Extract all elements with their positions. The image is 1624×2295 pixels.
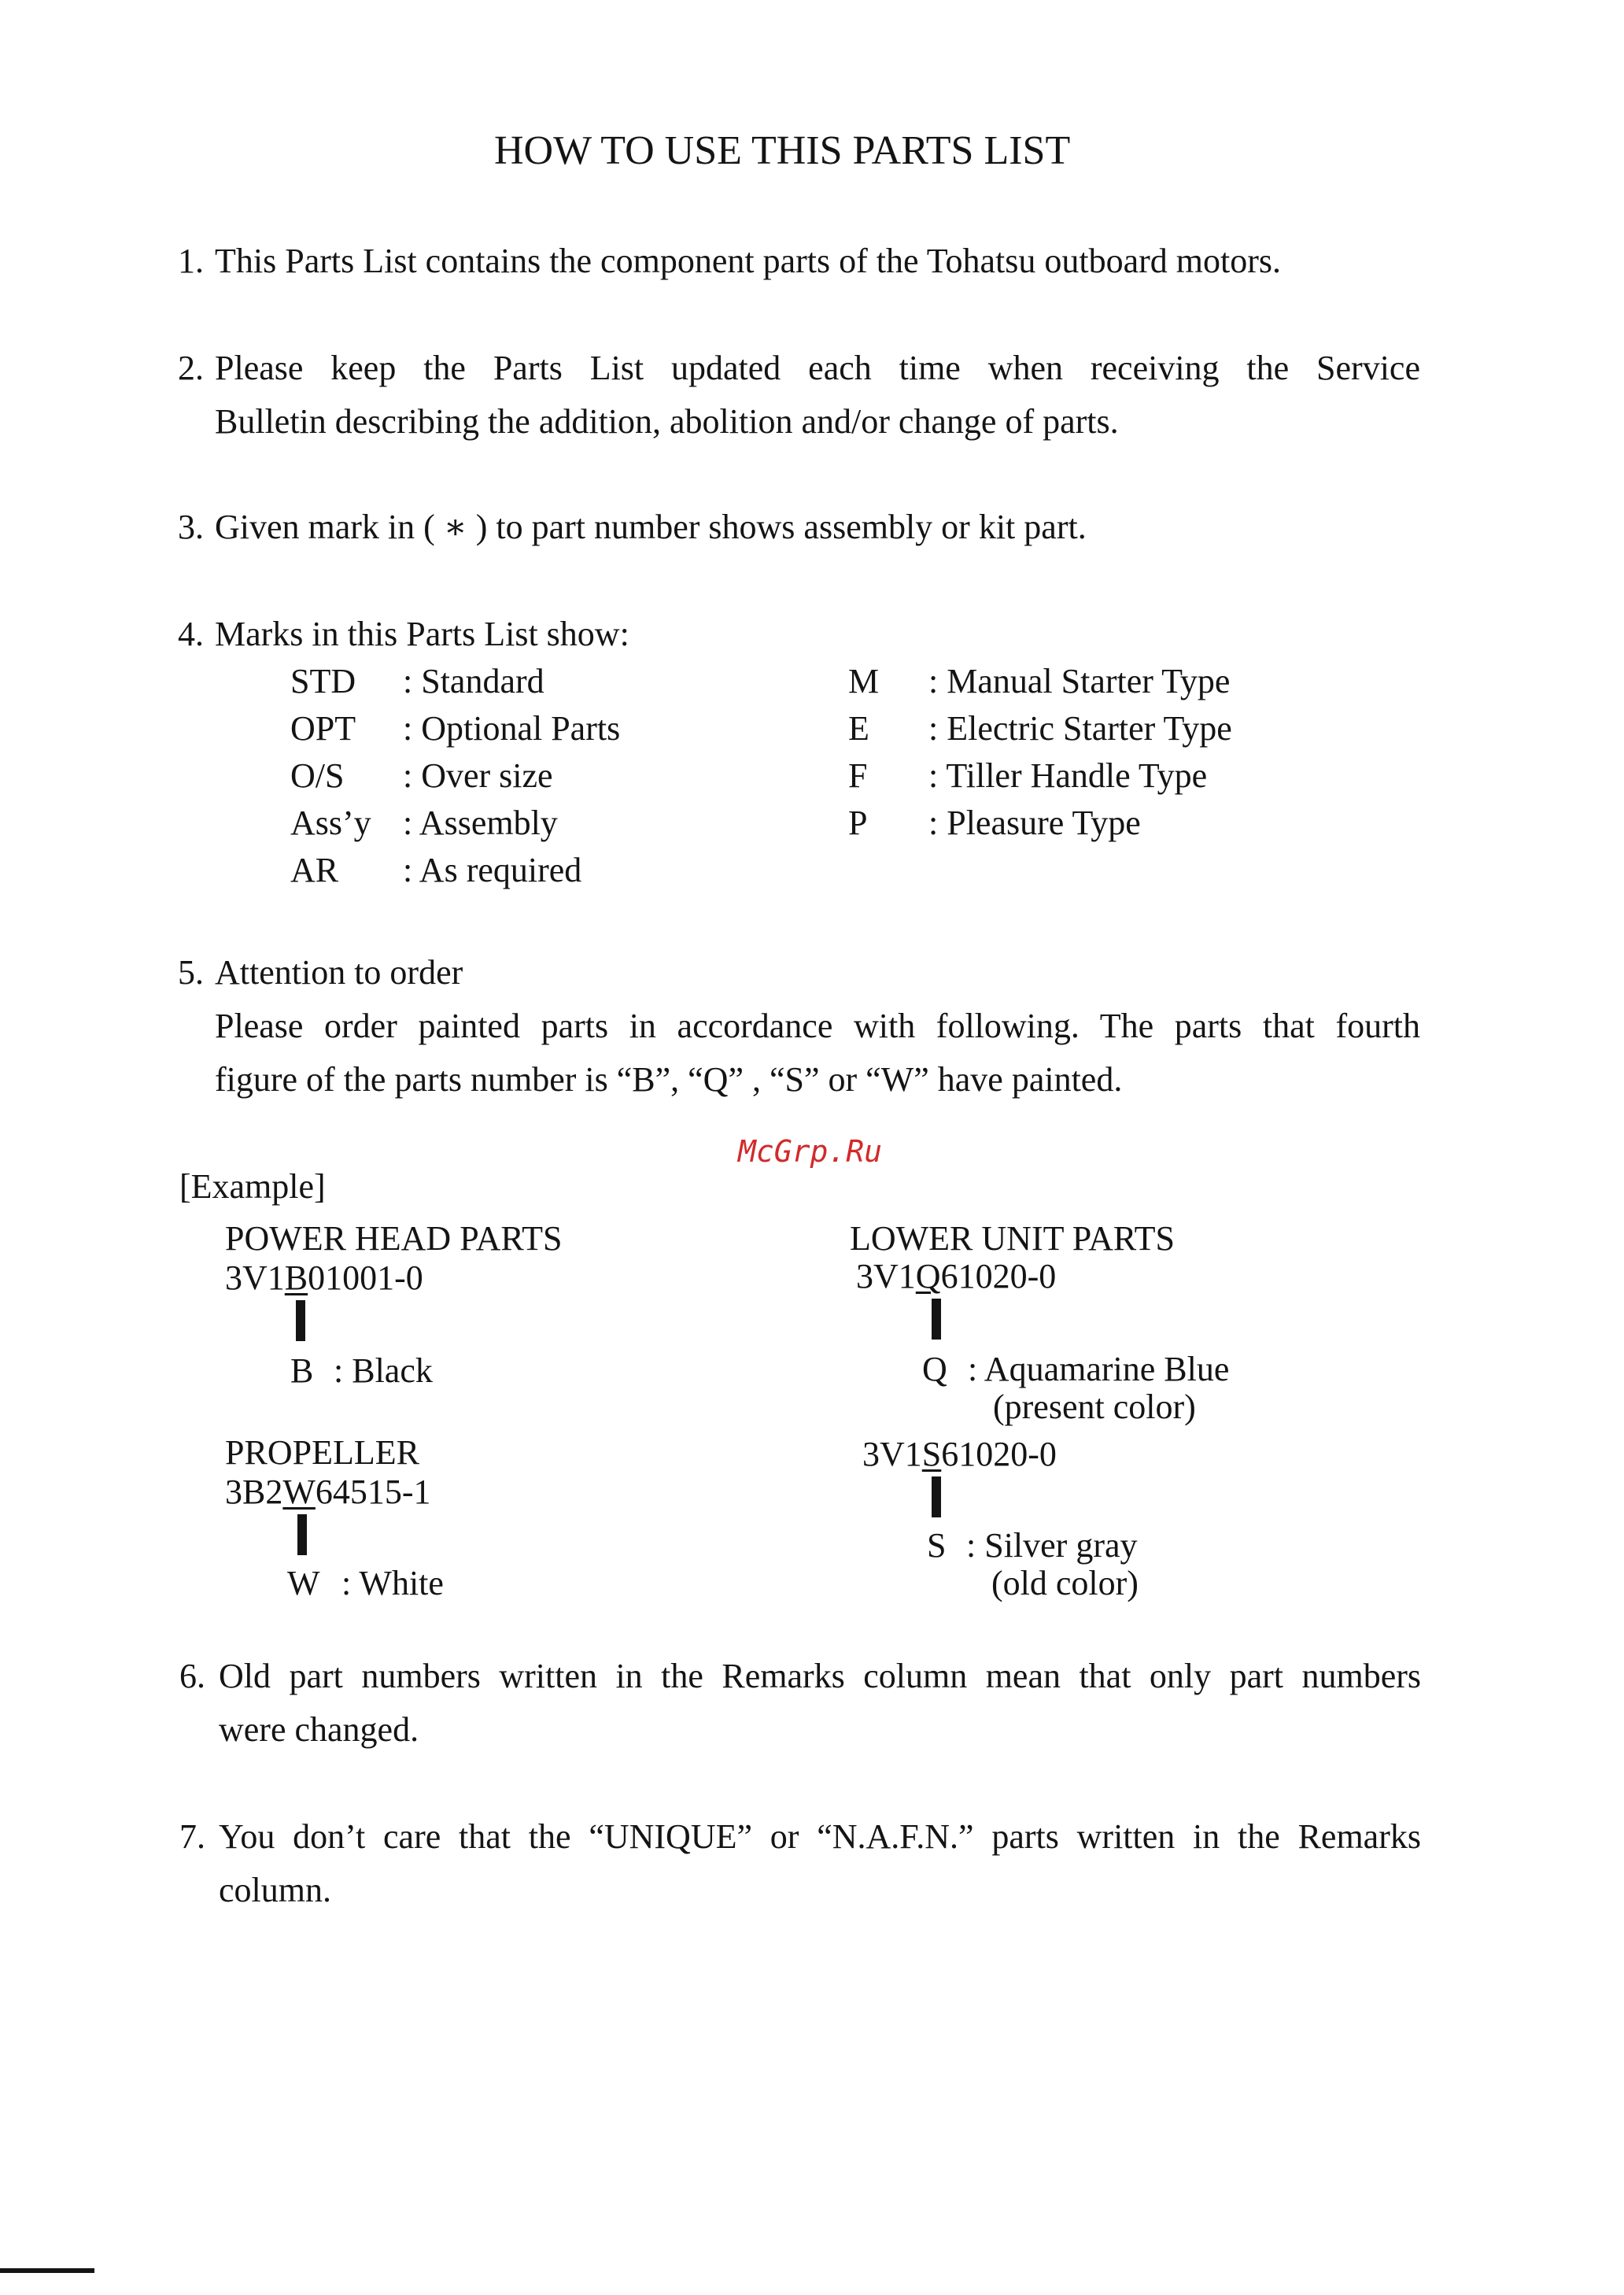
- part-prefix: 3V1: [862, 1435, 922, 1473]
- mark-desc-ar: : As required: [403, 851, 582, 889]
- part-color-letter: B: [284, 1258, 308, 1297]
- watermark-text: McGrp.Ru: [738, 1134, 883, 1169]
- mark-code-m: M: [848, 662, 880, 700]
- lower-unit-s-part-number: [862, 1437, 1057, 1472]
- mark-desc-m: : Manual Starter Type: [928, 662, 1231, 700]
- part-prefix: 3V1: [856, 1257, 916, 1295]
- propeller-heading: PROPELLER: [225, 1433, 419, 1472]
- mark-desc-p: : Pleasure Type: [928, 804, 1141, 842]
- item-4-number: 4.: [178, 615, 204, 653]
- item-5-number: 5.: [178, 953, 204, 992]
- mark-desc-f: : Tiller Handle Type: [928, 756, 1208, 795]
- item-6-number: 6.: [179, 1657, 205, 1695]
- mark-desc-assy: : Assembly: [403, 804, 558, 842]
- item-1-number: 1.: [178, 242, 204, 280]
- item-6-line-1: Old part numbers written in the Remarks column mean that only part numbers: [219, 1657, 1421, 1695]
- part-color-letter: S: [921, 1435, 942, 1473]
- propeller-indicator-bar: [297, 1514, 307, 1555]
- part-color-letter: W: [282, 1473, 316, 1511]
- mark-desc-e: : Electric Starter Type: [928, 709, 1232, 748]
- power-head-part-number: [225, 1258, 423, 1297]
- mark-code-e: E: [848, 709, 869, 748]
- power-head-color: : Black: [334, 1351, 433, 1390]
- part-suffix: 61020-0: [940, 1257, 1057, 1295]
- mark-code-opt: OPT: [290, 709, 356, 748]
- item-2-number: 2.: [178, 349, 204, 387]
- item-3-number: 3.: [178, 508, 204, 546]
- item-5-line-2: figure of the parts number is “B”, “Q” , “S” or “W” have painted.: [215, 1060, 1123, 1099]
- item-6-line-2: were changed.: [219, 1710, 419, 1749]
- lower-unit-s-code: S: [927, 1526, 947, 1565]
- lower-unit-s-indicator-bar: [932, 1476, 941, 1517]
- lower-unit-heading: LOWER UNIT PARTS: [850, 1219, 1175, 1258]
- mark-desc-std: : Standard: [403, 662, 544, 700]
- item-5-heading: Attention to order: [215, 953, 463, 992]
- part-suffix: 61020-0: [941, 1435, 1057, 1473]
- part-prefix: 3V1: [225, 1258, 285, 1297]
- power-head-indicator-bar: [296, 1300, 305, 1341]
- example-label: [Example]: [179, 1167, 326, 1206]
- lower-unit-q-note: (present color): [993, 1388, 1196, 1426]
- part-suffix: 01001-0: [308, 1258, 423, 1297]
- part-suffix: 64515-1: [315, 1473, 431, 1511]
- item-5-line-1: Please order painted parts in accordance with following. The parts that fourth: [215, 1007, 1420, 1045]
- propeller-color: : White: [341, 1564, 444, 1602]
- mark-code-ar: AR: [290, 851, 339, 889]
- item-2-line-1: Please keep the Parts List updated each time when receiving the Service: [215, 349, 1420, 387]
- item-2-line-2: Bulletin describing the addition, abolition and/or change of parts.: [215, 402, 1119, 441]
- propeller-code: W: [287, 1564, 320, 1602]
- mark-code-std: STD: [290, 662, 356, 700]
- lower-unit-s-color: : Silver gray: [966, 1526, 1138, 1565]
- part-prefix: 3B2: [225, 1473, 283, 1511]
- mark-code-p: P: [848, 804, 868, 842]
- power-head-code: B: [290, 1351, 314, 1390]
- part-color-letter: Q: [915, 1257, 941, 1295]
- lower-unit-q-color: : Aquamarine Blue: [968, 1350, 1230, 1388]
- item-7-number: 7.: [179, 1817, 205, 1856]
- mark-desc-os: : Over size: [403, 756, 553, 795]
- lower-unit-q-part-number: [856, 1259, 1056, 1294]
- mark-code-f: F: [848, 756, 868, 795]
- item-1-text: This Parts List contains the component parts of the Tohatsu outboard motors.: [215, 242, 1282, 280]
- lower-unit-q-indicator-bar: [932, 1299, 941, 1340]
- page-title: HOW TO USE THIS PARTS LIST: [494, 128, 1071, 173]
- lower-unit-q-code: Q: [922, 1350, 947, 1388]
- lower-unit-s-note: (old color): [991, 1564, 1139, 1602]
- mark-desc-opt: : Optional Parts: [403, 709, 621, 748]
- item-4-text: Marks in this Parts List show:: [215, 615, 629, 653]
- scan-edge-line: [0, 2268, 94, 2273]
- propeller-part-number: [225, 1475, 431, 1510]
- mark-code-os: O/S: [290, 756, 345, 795]
- item-7-line-2: column.: [219, 1871, 331, 1909]
- mark-code-assy: Ass’y: [290, 804, 371, 842]
- power-head-heading: POWER HEAD PARTS: [225, 1219, 563, 1258]
- item-7-line-1: You don’t care that the “UNIQUE” or “N.A.F.N.” parts written in the Remarks: [219, 1817, 1421, 1856]
- item-3-text: Given mark in ( ∗ ) to part number shows assembly or kit part.: [215, 508, 1087, 546]
